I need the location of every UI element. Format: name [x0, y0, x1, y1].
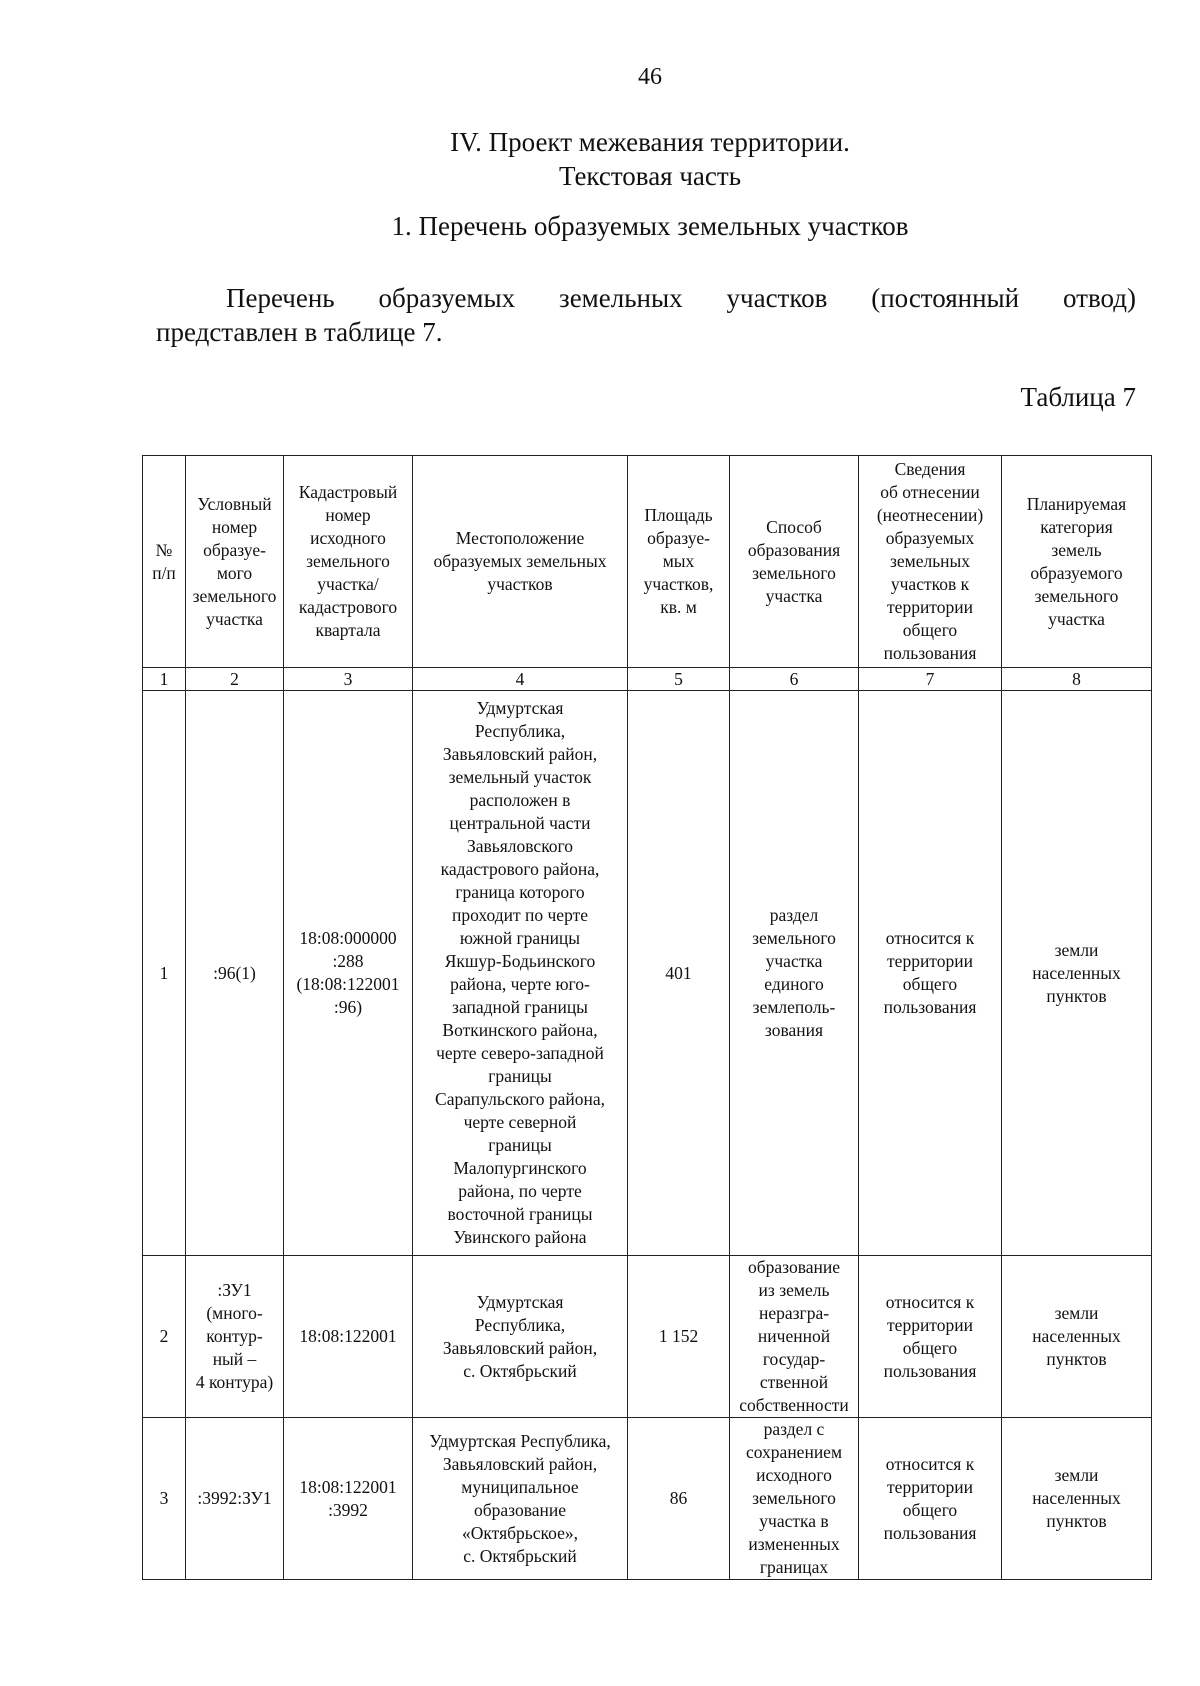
section-heading: IV. Проект межевания территории. [450, 127, 850, 157]
section-subtitle: Текстовая часть [558, 161, 742, 191]
row-number-cell: 3 [143, 1418, 186, 1580]
area-cell: 401 [628, 691, 730, 1256]
column-number-cell: 1 [143, 668, 186, 691]
intro-word: земельных [559, 283, 683, 313]
land-plots-table [142, 455, 1152, 1580]
subsection-heading: 1. Перечень образуемых земельных участков [391, 211, 909, 241]
column-number-cell: 3 [284, 668, 413, 691]
public-use-cell: относится к территории общего пользования [859, 691, 1002, 1256]
header-cell: № п/п [143, 456, 186, 668]
intro-word: Перечень [226, 283, 335, 313]
table-row [143, 1418, 1152, 1580]
plot-number-cell: :3992:ЗУ1 [186, 1418, 284, 1580]
column-number-cell: 7 [859, 668, 1002, 691]
column-number-cell: 6 [730, 668, 859, 691]
cadastral-number-cell: 18:08:122001 :3992 [284, 1418, 413, 1580]
intro-paragraph-line-1 [156, 281, 1136, 315]
area-cell: 86 [628, 1418, 730, 1580]
header-cell: Площадь образуе- мых участков, кв. м [628, 456, 730, 668]
public-use-cell: относится к территории общего пользования [859, 1418, 1002, 1580]
formation-method-cell: раздел с сохранением исходного земельного участка в измененных границах [730, 1418, 859, 1580]
cadastral-number-cell: 18:08:122001 [284, 1256, 413, 1418]
public-use-cell: относится к территории общего пользования [859, 1256, 1002, 1418]
intro-word: участков [726, 283, 828, 313]
row-number-cell: 2 [143, 1256, 186, 1418]
column-number-cell: 8 [1002, 668, 1152, 691]
table-caption: Таблица 7 [1020, 382, 1136, 412]
intro-word: (постоянный [871, 283, 1020, 313]
location-cell: Удмуртская Республика, Завьяловский район, земельный участок расположен в центральной части Завьяловского кадастрового района, граница которого проходит по черте южной границы Якшур-Бодьинского района, черте юго- западной границы Воткинского района, черте северо-западной границы Сарапульского района, черте северной границы Малопургинского района, по черте восточной границы Увинского района [413, 691, 628, 1256]
column-number-cell: 4 [413, 668, 628, 691]
header-cell: Местоположение образуемых земельных участков [413, 456, 628, 668]
cadastral-number-cell: 18:08:000000 :288 (18:08:122001 :96) [284, 691, 413, 1256]
page-number: 46 [638, 64, 662, 90]
intro-word: отвод) [1063, 283, 1136, 313]
formation-method-cell: раздел земельного участка единого землеполь- зования [730, 691, 859, 1256]
area-cell: 1 152 [628, 1256, 730, 1418]
header-cell: Условный номер образуе- мого земельного участка [186, 456, 284, 668]
table-row [143, 691, 1152, 1256]
header-cell: Кадастровый номер исходного земельного участка/ кадастрового квартала [284, 456, 413, 668]
header-cell: Планируемая категория земель образуемого земельного участка [1002, 456, 1152, 668]
intro-paragraph-line-2: представлен в таблице 7. [156, 317, 443, 347]
plot-number-cell: :96(1) [186, 691, 284, 1256]
land-category-cell: земли населенных пунктов [1002, 1256, 1152, 1418]
column-number-cell: 5 [628, 668, 730, 691]
location-cell: Удмуртская Республика, Завьяловский район, муниципальное образование «Октябрьское», с. Октябрьский [413, 1418, 628, 1580]
location-cell: Удмуртская Республика, Завьяловский район, с. Октябрьский [413, 1256, 628, 1418]
row-number-cell: 1 [143, 691, 186, 1256]
header-cell: Сведения об отнесении (неотнесении) образуемых земельных участков к территории общего пользования [859, 456, 1002, 668]
column-number-cell: 2 [186, 668, 284, 691]
table-header-row [143, 456, 1152, 668]
column-number-row [143, 668, 1152, 691]
plot-number-cell: :ЗУ1 (много- контур- ный – 4 контура) [186, 1256, 284, 1418]
land-category-cell: земли населенных пунктов [1002, 691, 1152, 1256]
land-category-cell: земли населенных пунктов [1002, 1418, 1152, 1580]
formation-method-cell: образование из земель неразгра- ниченной государ- ственной собственности [730, 1256, 859, 1418]
header-cell: Способ образования земельного участка [730, 456, 859, 668]
table-row [143, 1256, 1152, 1418]
intro-word: образуемых [378, 283, 516, 313]
intro-paragraph [156, 281, 1136, 349]
